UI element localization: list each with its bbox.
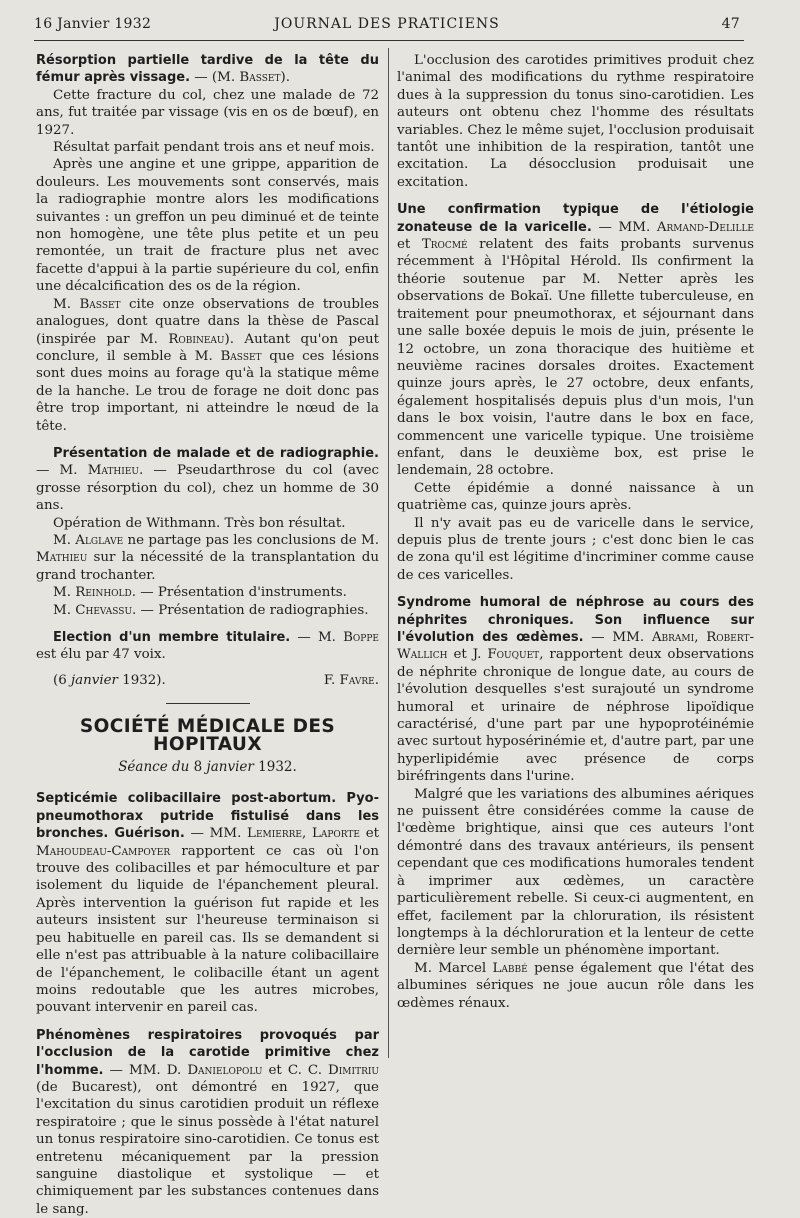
article-nephrose: Syndrome humoral de néphrose au cours des néphrites chroniques. Son influence sur l'évolution des œdèmes. — MM. Abrami, Robert-Wallich et J. Fouquet, rapportent deux observations de néphrite chronique de longue date, au cours de l'évolution desquelles s'est surajouté un syndrome humoral et urinaire de néphrose lipoïdique caractérisé, d'une part par une hypoprotéinémie avec surtout hyposérinémie et, d'autre part, par une hyperlipidémie avec présence de corps biréfringents dans l'urine. [397, 595, 754, 785]
author-name: Basset [79, 296, 121, 312]
paragraph: Résultat parfait pendant trois ans et neuf mois. [53, 140, 375, 156]
author-name: Robert-Wallich [397, 630, 754, 663]
author-name: Mahoudeau-Campoyer [36, 843, 171, 859]
article-septicemie: Septicémie colibacillaire post-abortum. Pyo-pneumothorax putride fistulisé dans les bronches. Guérison. — MM. Lemierre, Laporte et Mahoudeau-Campoyer rapportent ce cas où l'on trouve des colibacilles et par hémoculture et par isolement du liquide de l'épanchement pleural. Après intervention la guérison fut rapide et les auteurs insistent sur l'heureuse terminaison si peu habituelle en pareil cas. Ils se demandent si elle n'est pas attribuable à la nature colibacillaire de l'épanchement, le colibacille étant un agent moins redoutable que les autres microbes, pouvant intervenir en pareil cas. [36, 791, 380, 1016]
author-name: Laporte [311, 826, 360, 842]
paragraph: M. Marcel Labbé pense également que l'état des albumines sériques ne joue aucun rôle dans les œdèmes rénaux. [397, 960, 754, 1011]
article-title: Résorption partielle tardive de la tête du fémur après vissage. [36, 53, 379, 86]
paragraph: M. Reinhold. — Présentation d'instruments. [53, 585, 347, 601]
author-name: Basset [220, 348, 262, 364]
paragraph: Cette fracture du col, chez une malade de 72 ans, fut traitée par vissage (vis en os de bœuf), en 1927. [36, 87, 379, 138]
header-journal-title: JOURNAL DES PRATICIENS [274, 16, 500, 32]
author-name: Armand-Delille [656, 219, 754, 235]
paragraph: Il n'y avait pas eu de varicelle dans le service, depuis plus de trente jours ; c'est donc bien le cas de zona qu'il est légitime d'incriminer comme cause de ces varicelles. [397, 515, 754, 583]
author-name: Fouquet [487, 647, 540, 663]
author-name: Boppe [343, 630, 379, 645]
author-name: Lemierre [247, 826, 302, 842]
paragraph: Malgré que les variations des albumines aériques ne puissent être considérées comme la cause de l'œdème brightique, ainsi que ces auteurs l'ont démontré dans des travaux antérieurs, ils pensent cependant que ces modifications humorales tendent à imprimer aux œdèmes, un caractère particulièrement rebelle. Si ceux-ci augmentent, en effet, facilement par la chloruration, ils résistent longtemps à la déchloruration et la lenteur de cette dernière leur semble un phénomène important. [397, 786, 754, 959]
paragraph: Opération de Withmann. Très bon résultat. [53, 515, 346, 531]
article-presentation-heading: Présentation de malade et de radiographie. — M. Mathieu. — Pseudarthrose du col (avec grosse résorption du col), chez un homme de 30 ans. [36, 445, 379, 514]
paragraph: L'occlusion des carotides primitives produit chez l'animal des modifications du rythme respiratoire dues à la suppression du tonus sino-carotidien. Les auteurs ont obtenu chez l'homme des résultats variables. Chez le même sujet, l'occlusion produisait tantôt une inhibition de la respiration, tantôt une excitation. La désocclusion produisait une excitation. [397, 53, 754, 190]
author-name: Basset [239, 70, 281, 86]
header-rule [34, 40, 744, 41]
society-title: SOCIÉTÉ MÉDICALE DES HOPITAUX [79, 716, 336, 755]
author-name: Alglave [75, 532, 124, 548]
left-column [36, 52, 379, 1218]
article-phenomenes: Phénomènes respiratoires provoqués par l'occlusion de la carotide primitive chez l'homme. — MM. D. Danielopolu et C. C. Dimitriu (de Bucarest), ont démontré en 1927, que l'excitation du sinus carotidien produit un réflexe respiratoire ; que le sinus possède à l'état naturel un tonus respiratoire sino-carotidien. Ce tonus est entretenu mécaniquement par la pression sanguine diastolique et systolique — et chimiquement par les substances contenues dans le sang. [36, 1027, 379, 1217]
article-title: Phénomènes respiratoires provoqués par l'occlusion de la carotide primitive chez l'homme. [36, 1027, 379, 1078]
article-title: Election d'un membre titulaire. [53, 630, 291, 645]
author-name: Mathieu [36, 550, 88, 566]
signature-name: F. Favre. [323, 672, 379, 688]
paragraph: M. Basset cite onze observations de troubles analogues, dont quatre dans la thèse de Pascal (inspirée par M. Robineau). Autant qu'on peut conclure, il semble à M. Basset que ces lésions sont dues moins au forage qu'à la statique même de la hanche. Le trou de forage ne doit donc pas être trop important, ni atteindre le nœud de la tête. [36, 296, 379, 434]
right-column [397, 52, 754, 1012]
article-varicelle: Une confirmation typique de l'étiologie zonateuse de la varicelle. — MM. Armand-Delille et Trocmé relatent des faits probants survenus récemment à l'Hôpital Hérold. Ils confirment la théorie soutenue par M. Netter après les observations de Bokaï. Une fillette tuberculeuse, en traitement pour pneumothorax, et séjournant dans une salle boxée depuis le mois de juin, présente le 12 octobre, un zona thoracique des huitième et neuvième racines dorsales droites. Exactement quinze jours après, le 27 octobre, deux enfants, également hospitalisés depuis plus d'un mois, l'un dans le box voisin, l'autre dans le box en face, commencent une varicelle typique. Une troisième enfant, dans le deuxième box, est prise le lendemain, 28 octobre. [397, 202, 754, 479]
author-name: Trocmé [421, 237, 468, 253]
header-date: 16 Janvier 1932 [34, 16, 152, 32]
article-title: Septicémie colibacillaire post-abortum. Pyo-pneumothorax putride fistulisé dans les bronches. Guérison. [36, 791, 379, 842]
author-name: Abrami [651, 630, 695, 645]
paragraph: M. Alglave ne partage pas les conclusions de M. Mathieu sur la nécessité de la transplantation du grand trochanter. [36, 532, 379, 583]
session-date: Séance du 8 janvier 1932. [118, 759, 297, 776]
column-separator [388, 48, 389, 1058]
article-title: Syndrome humoral de néphrose au cours des néphrites chroniques. Son influence sur l'évolution des œdèmes. [397, 595, 754, 645]
author-name: Labbé [492, 960, 528, 976]
signature-date: (6 janvier 1932). [53, 672, 166, 688]
paragraph: Après une angine et une grippe, apparition de douleurs. Les mouvements sont conservés, mais la radiographie montre alors les modifications suivantes : un greffon un peu diminué et de teinte non homogène, une tête plus petite et un peu remontée, un trait de fracture plus net avec facette d'appui à la partie supérieure du col, enfin une décalcification des os de la région. [36, 157, 379, 295]
paragraph: Cette épidémie a donné naissance à un quatrième cas, quinze jours après. [397, 480, 754, 514]
running-header [34, 16, 740, 36]
author-name: Danielopolu [187, 1062, 263, 1078]
paragraph: M. Chevassu. — Présentation de radiographies. [53, 602, 369, 618]
article-resorption-heading: Résorption partielle tardive de la tête du fémur après vissage. — (M. Basset). [36, 53, 379, 86]
author-name: Chevassu [75, 602, 133, 618]
section-divider [166, 703, 250, 704]
author-name: Reinhold [75, 585, 132, 601]
author-name: Dimitriu [328, 1062, 379, 1078]
header-page-number: 47 [721, 16, 740, 32]
article-title: Présentation de malade et de radiographie. [53, 445, 379, 461]
signature-line [36, 672, 379, 689]
author-name: Mathieu [87, 463, 139, 479]
article-election-heading: Election d'un membre titulaire. — M. Boppe est élu par 47 voix. [36, 630, 379, 663]
article-title: Une confirmation typique de l'étiologie zonateuse de la varicelle. [397, 202, 754, 235]
author-name: Robineau [168, 331, 225, 347]
